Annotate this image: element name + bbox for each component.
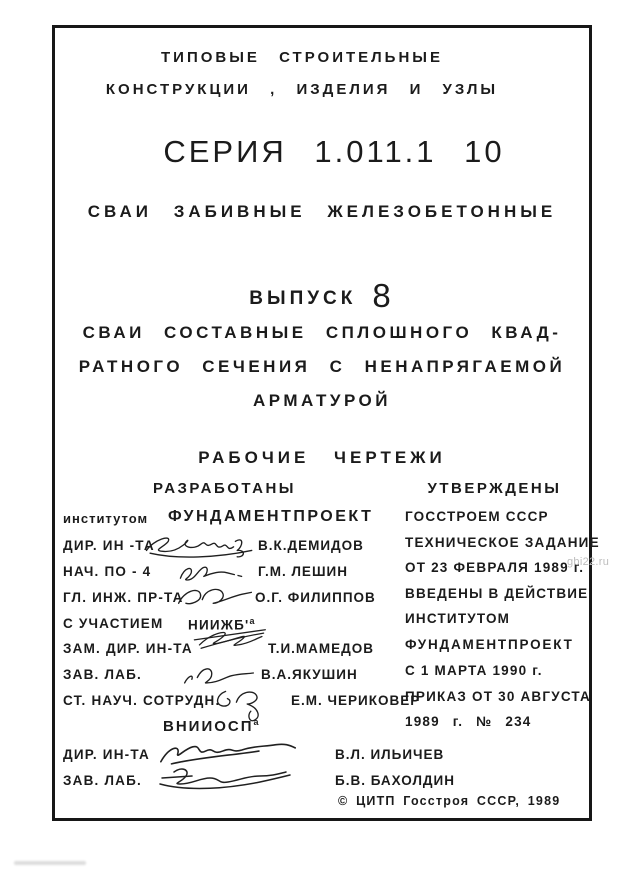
- series-number: 1.011.1 10: [314, 134, 505, 169]
- signatory-title: ЗАВ. ЛАБ.: [63, 667, 142, 682]
- signature-ilyichev: [133, 734, 323, 766]
- signatory-title: ДИР. ИН -ТА: [63, 538, 155, 553]
- vniiosp-org-suffix: а: [253, 717, 259, 727]
- document-header: [35, 42, 569, 106]
- approved-line: ОТ 23 ФЕВРАЛЯ 1989 г.: [405, 560, 585, 575]
- issue-number: 8: [372, 277, 395, 314]
- title-page-border-frame: [52, 25, 600, 821]
- site-watermark: gbi22.ru: [567, 556, 610, 568]
- signatory-name: Б.В. БАХОЛДИН: [335, 773, 456, 788]
- series-title: [67, 134, 601, 170]
- series-label: СЕРИЯ: [163, 134, 287, 169]
- signature-mamedov: [191, 622, 267, 656]
- participation-org-suffix: а: [249, 616, 255, 626]
- signatory-name: Г.М. ЛЕШИН: [258, 564, 348, 579]
- signatory-name: Е.М. ЧЕРИКОВЕР: [291, 693, 421, 708]
- approved-heading: УТВЕРЖДЕНЫ: [427, 480, 562, 497]
- signature-yakushin: [181, 659, 257, 687]
- signature-bakholdin: [127, 764, 327, 794]
- document-subtitle: СВАИ ЗАБИВНЫЕ ЖЕЛЕЗОБЕТОННЫЕ: [87, 202, 557, 221]
- drawings-title: РАБОЧИЕ ЧЕРТЕЖИ: [198, 448, 446, 467]
- participation-prefix: С УЧАСТИЕМ: [63, 616, 164, 631]
- signatory-title: ЗАМ. ДИР. ИН-ТА: [63, 641, 193, 656]
- institute-prefix: институтом: [63, 511, 149, 526]
- signature-demidov: [141, 528, 259, 562]
- signatory-row: [63, 690, 421, 716]
- signatory-row: [63, 587, 403, 613]
- signature-filippov: [175, 581, 255, 611]
- copyright-notice: © ЦИТП Госстроя СССР, 1989: [338, 794, 561, 808]
- approved-line: ТЕХНИЧЕСКОЕ ЗАДАНИЕ: [405, 535, 600, 550]
- signatory-title: НАЧ. ПО - 4: [63, 564, 152, 579]
- header-line-2: КОНСТРУКЦИИ , ИЗДЕЛИЯ И УЗЛЫ: [105, 81, 499, 98]
- issue-title: [55, 316, 589, 418]
- developed-heading: РАЗРАБОТАНЫ: [153, 480, 296, 497]
- approved-line: ВВЕДЕНЫ В ДЕЙСТВИЕ: [405, 586, 589, 601]
- scan-smudge-artifact: [14, 861, 86, 865]
- issue-heading: [55, 274, 589, 312]
- signatory-name: В.А.ЯКУШИН: [261, 667, 358, 682]
- signatory-title: ГЛ. ИНЖ. ПР-ТА: [63, 590, 184, 605]
- signatory-name: В.К.ДЕМИДОВ: [258, 538, 364, 553]
- signatory-title: ЗАВ. ЛАБ.: [63, 773, 142, 788]
- institute-name: ФУНДАМЕНТПРОЕКТ: [168, 508, 374, 525]
- vniiosp-org: $ВНИИОСП^а$: [163, 717, 259, 735]
- issue-title-line-1: СВАИ СОСТАВНЫЕ СПЛОШНОГО КВАД-: [82, 323, 562, 342]
- issue-title-line-3: АРМАТУРОЙ: [253, 391, 391, 410]
- approved-line: ФУНДАМЕНТПРОЕКТ: [405, 637, 574, 652]
- signatory-row: [63, 770, 456, 796]
- approved-line: 1989 г. № 234: [405, 714, 532, 729]
- signatory-title: ДИР. ИН-ТА: [63, 747, 150, 762]
- approved-line: С 1 МАРТА 1990 г.: [405, 663, 543, 678]
- signatory-name: Т.И.МАМЕДОВ: [268, 641, 375, 656]
- signatory-title: СТ. НАУЧ. СОТРУДН.: [63, 693, 221, 708]
- issue-label: ВЫПУСК: [249, 288, 357, 309]
- signatory-name: В.Л. ИЛЬИЧЕВ: [335, 747, 445, 762]
- approved-line: ПРИКАЗ ОТ 30 АВГУСТА: [405, 689, 591, 704]
- issue-title-line-2: РАТНОГО СЕЧЕНИЯ С НЕНАПРЯГАЕМОЙ: [78, 357, 566, 376]
- participation-org: $НИИЖБ'^а$: [188, 616, 255, 633]
- approved-line: ИНСТИТУТОМ: [405, 611, 511, 626]
- header-line-1: ТИПОВЫЕ СТРОИТЕЛЬНЫЕ: [161, 49, 443, 66]
- approved-line: ГОССТРОЕМ СССР: [405, 509, 549, 524]
- signatory-name: О.Г. ФИЛИППОВ: [255, 590, 376, 605]
